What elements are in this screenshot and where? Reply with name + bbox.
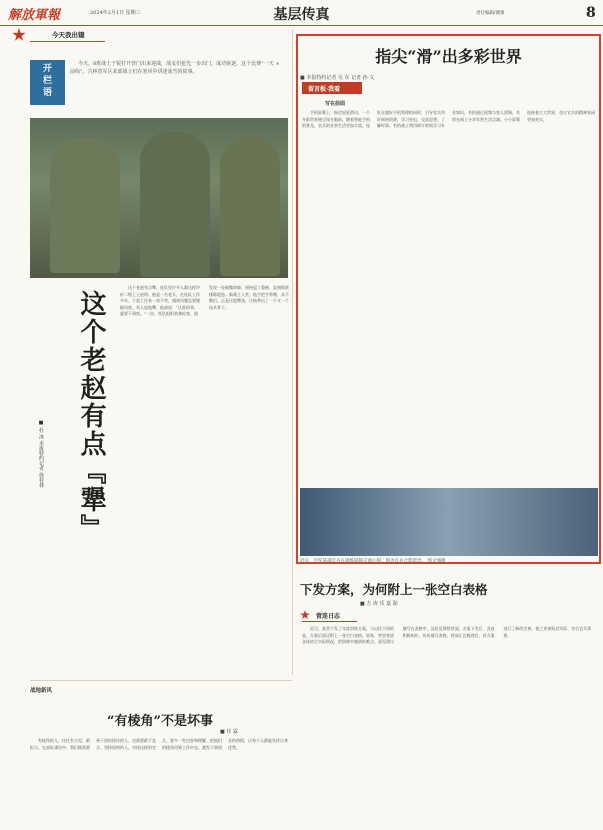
tag-char-1: 开 <box>42 64 52 74</box>
page-number: 8 <box>586 5 596 21</box>
log-tag <box>302 610 357 622</box>
soldiers-photo <box>30 118 288 278</box>
bottom-article-body <box>30 738 288 823</box>
column-divider <box>292 30 293 675</box>
section-divider <box>30 680 292 681</box>
column-label: 今天我出镜 <box>52 31 85 39</box>
section-title: 基层传真 <box>273 7 330 23</box>
issue-date: 2024年2月1日 星期三 <box>90 10 141 16</box>
feature-body <box>120 285 290 675</box>
middle-article-byline: ■ 方 涛 乐 嘉 勋 <box>360 601 398 607</box>
soldier-figure-3 <box>220 136 280 276</box>
bottom-article-byline: ■ 任 霖 <box>220 729 238 735</box>
column-caption <box>70 60 285 120</box>
preface-label: 写在前面 <box>325 101 346 107</box>
newspaper-header <box>0 0 603 26</box>
soldier-figure-2 <box>140 132 210 277</box>
caption-text: 今天，8班战士于锐打开营门出来迎战，战友们抢先一步出门，成功驱逐。这个比赛“一天 × 前线”。吉林省军区某部战士们在寒风中讲述冰雪的故事。 <box>70 61 280 75</box>
article-photo <box>300 488 598 556</box>
bottom-column-tag: 战地新风 <box>30 688 53 694</box>
star-icon <box>300 610 310 620</box>
article-byline: ■ 本报特约记者 吴 东 记者 孙 文 <box>300 75 375 81</box>
tag-char-3: 语 <box>42 88 52 98</box>
feature-byline: ■ 杜 冰 本报特约记者 徐桂林 <box>38 420 44 488</box>
newspaper-logo: 解放軍報 <box>8 8 61 23</box>
article-photo-caption: 近日，空军某部官兵在训练间隙交流心得。图为官兵合影留念。 郭文强摄 <box>300 559 446 564</box>
middle-article-title: 下发方案，为何附上一张空白表格 <box>300 582 488 597</box>
log-tag-text: 营连日志 <box>316 613 341 620</box>
tag-char-2: 栏 <box>42 76 52 86</box>
star-icon <box>12 28 26 42</box>
feature-paragraph: 这个老赵有点犟，连队里许多人都这样评价二级上士赵明。他是一名老兵，在连队工作多年，干起工作来一丝不苟，遇到问题总要刨根问底。有人说他犟，他却说：“认准的事，就要干到底。”一次，连队组织装备检查，他发现一处细微故障，坚持返工重修，直到彻底排除隐患。新战士入营，他手把手带教，从不敷衍。正是这股犟劲，让他带出了一个又一个技术骨干。 <box>120 285 289 317</box>
bottom-article-title: “有棱角”不是坏事 <box>107 714 213 729</box>
article-title: 指尖“滑”出多彩世界 <box>375 47 522 66</box>
editor-info: 责任编辑/谢蕾 <box>476 11 505 16</box>
column-intro-tag <box>30 60 65 105</box>
bottom-paragraph: 有棱角的人，往往有主见、敢担当。在部队建设中，我们既需要善于团结协作的人，也需要敢于直言、坚持原则的人。对待这样的官兵，要多一些包容和理解，把他们的棱角用到工作中去，激发干事创业的热情，让每个人都能发挥自身优势。 <box>30 738 288 750</box>
middle-paragraph: 近日，某营下发了年度训练方案，与以往不同的是，方案后面还附上一张空白表格。原来，营里希望各连结合实际情况，把训练中遇到的难点、意见建议填写在表格中，及时反馈给营部。方案下发后，各连积极响应，纷纷填写表格。营部汇总梳理后，对方案进行了修改完善，使之更加贴近实际、符合官兵需要。 <box>302 626 592 645</box>
column-tag-text: 留言板·我看 <box>308 86 341 93</box>
column-header <box>30 30 105 42</box>
middle-article-body <box>302 626 598 821</box>
column-tag-badge <box>302 82 362 94</box>
feature-title: 这个老赵有点『犟』 <box>76 290 106 542</box>
article-paragraph: 手机屏幕上，指尖轻轻滑动，一个多彩世界便呈现在眼前。随着智能手机的普及，官兵的业余生活更加丰富。连队在做好手机管理的同时，引导官兵用好网络资源，学习充电、交流思想、了解时事。有的战士利用碎片时间学习专业知识，有的通过视频与家人团聚，有的在网上分享军营生活点滴。小小屏幕连接着大大世界，也让官兵的精神家园更加充实。 <box>302 110 595 129</box>
soldier-figure-1 <box>50 138 120 273</box>
article-body <box>302 110 596 485</box>
